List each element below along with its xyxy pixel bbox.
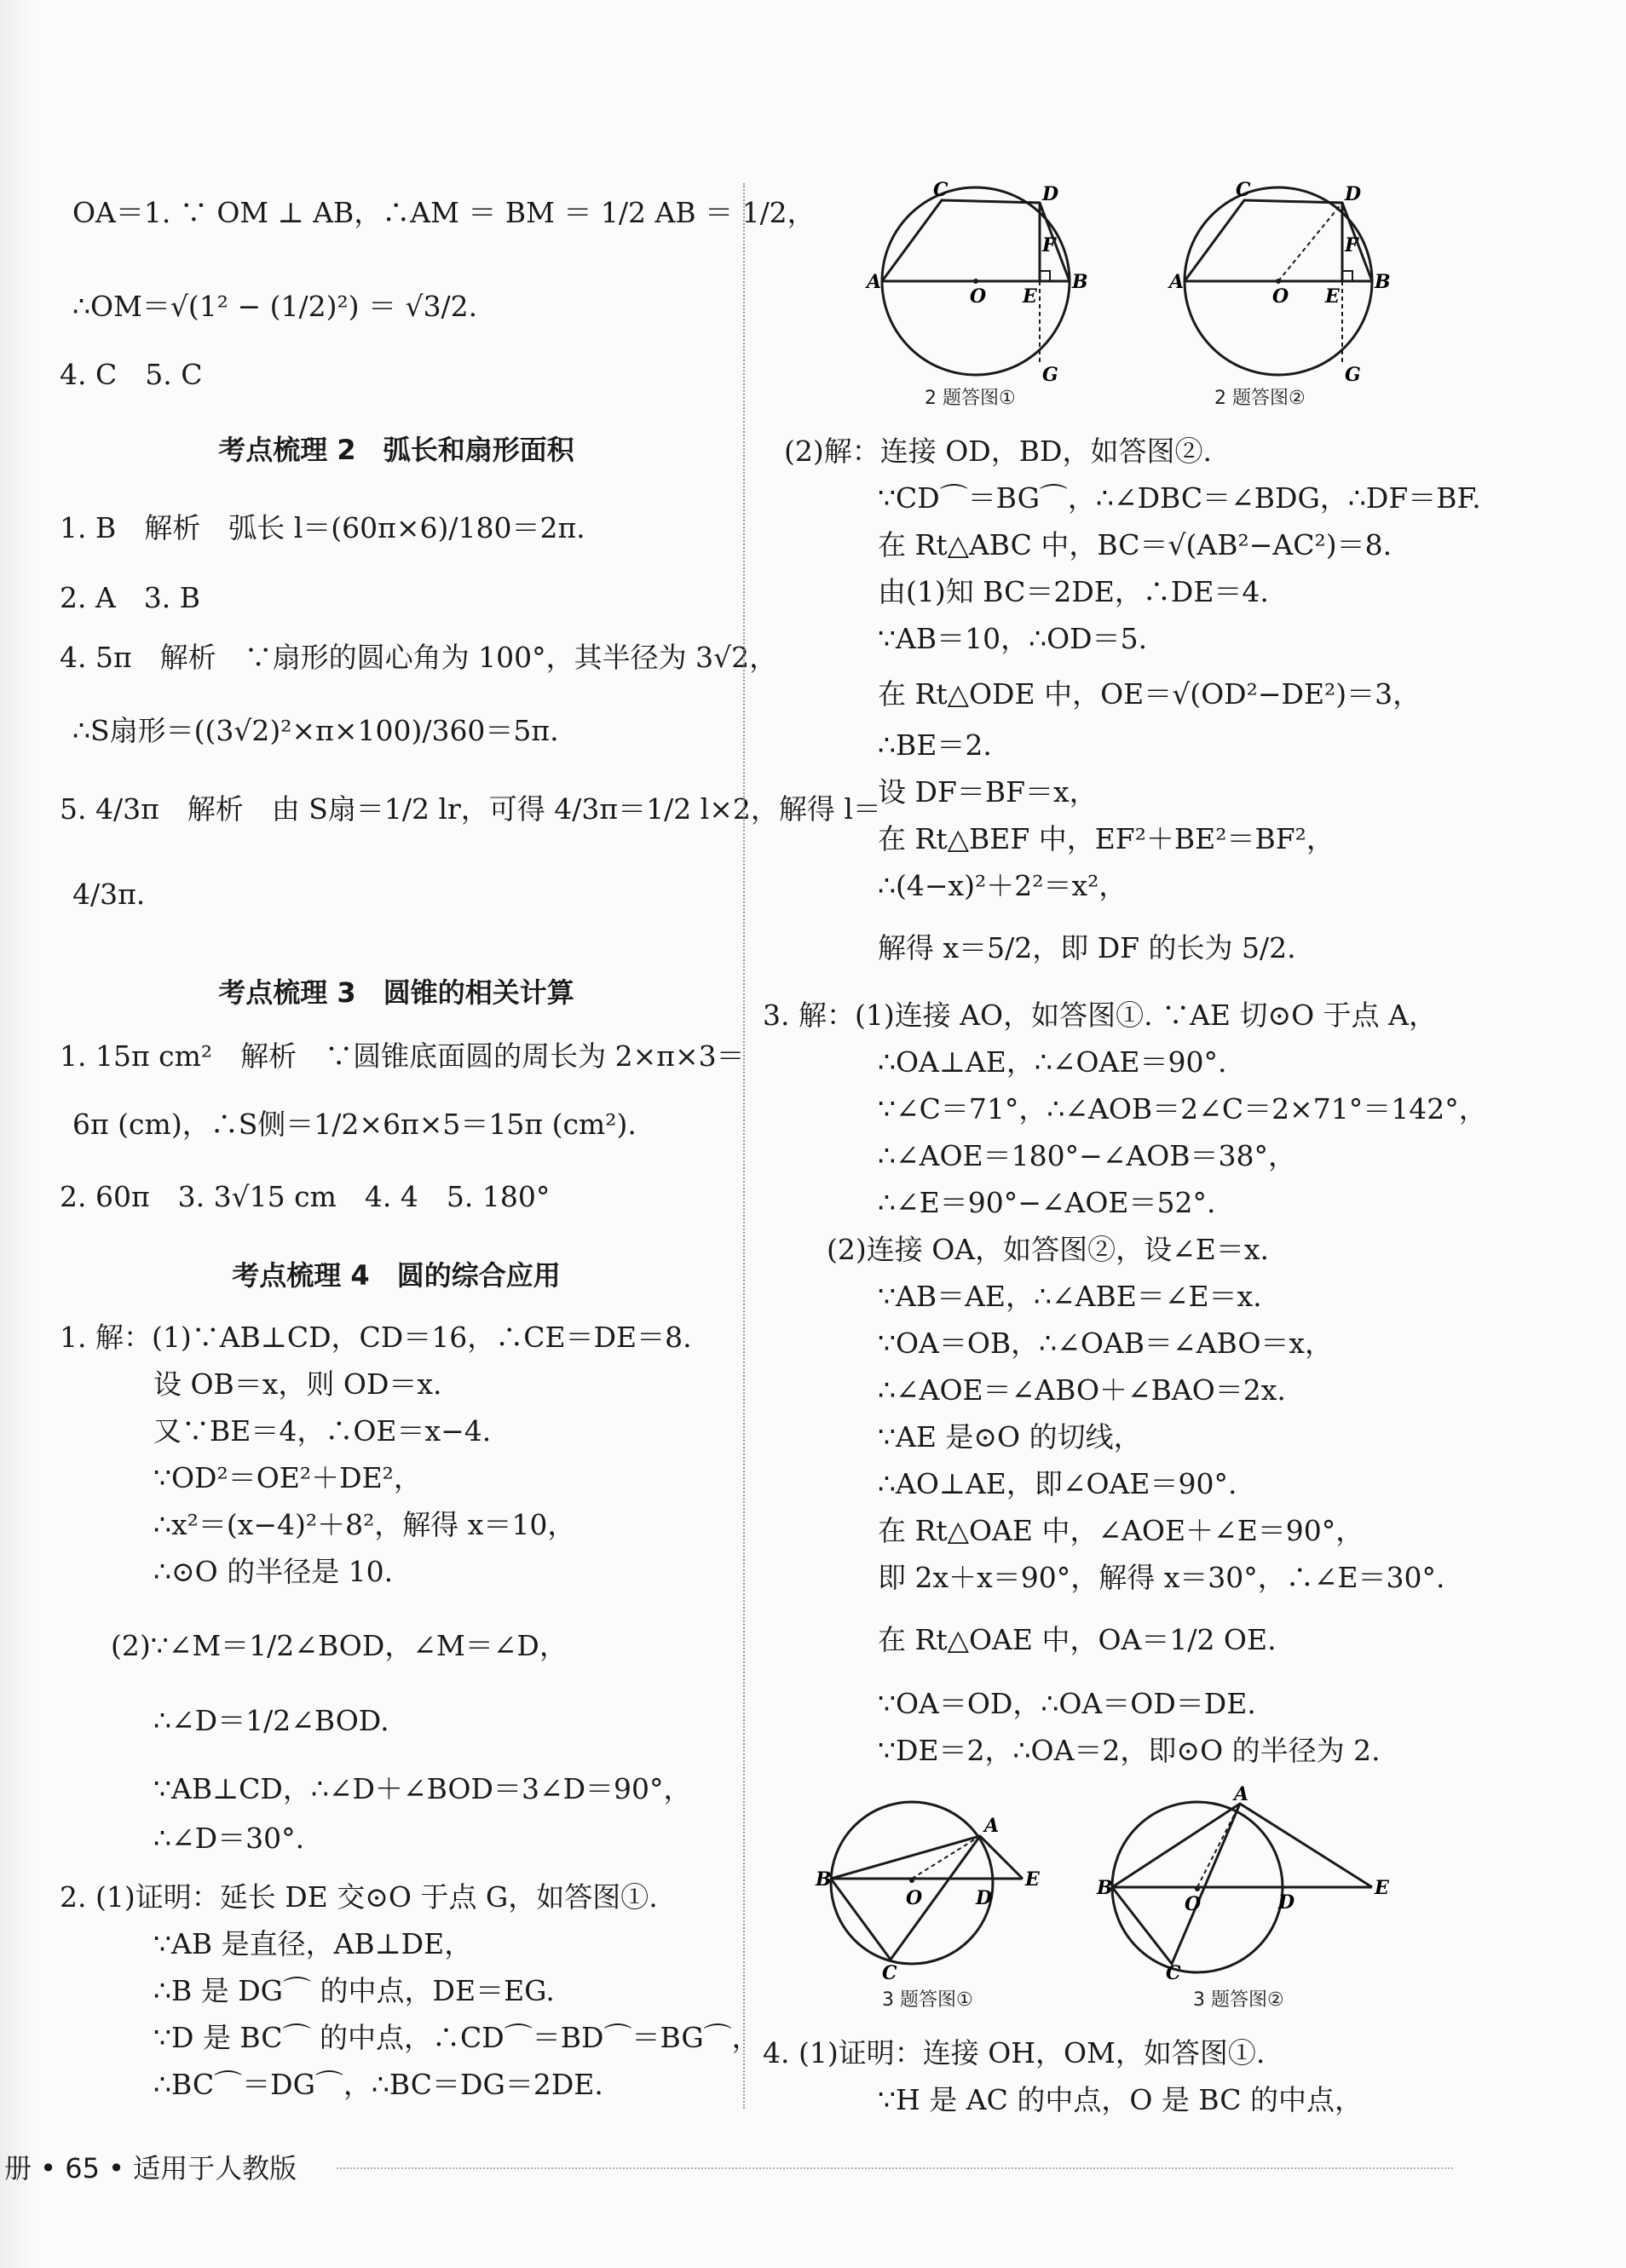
text-line: ∴BE＝2. — [878, 728, 992, 762]
figure-caption: 3 题答图① — [882, 1989, 973, 2011]
text-line: 4. (1)证明：连接 OH，OM，如答图①. — [763, 2036, 1266, 2069]
label-C: C — [1166, 1962, 1181, 1984]
text-line: 设 DF＝BF＝x， — [878, 775, 1098, 809]
text-line: ∴x²＝(x−4)²＋8²，解得 x＝10， — [153, 1508, 576, 1541]
column-divider — [743, 183, 745, 2109]
text-line: 2. (1)证明：延长 DE 交⊙O 于点 G，如答图①. — [60, 1880, 658, 1914]
text-line: ∵∠C＝71°，∴∠AOB＝2∠C＝2×71°＝142°， — [878, 1092, 1487, 1125]
text-line: ∴(4−x)²＋2²＝x²， — [878, 869, 1127, 902]
label-O: O — [1185, 1893, 1202, 1915]
label-D: D — [1278, 1891, 1295, 1914]
text-line: ∵OA＝OB，∴∠OAB＝∠ABO＝x， — [878, 1327, 1333, 1360]
text-line: 解得 x＝5/2，即 DF 的长为 5/2. — [878, 931, 1296, 964]
text-line: ∴AO⊥AE，即∠OAE＝90°. — [878, 1467, 1237, 1500]
text-line: 4/3π. — [72, 878, 146, 911]
label-A: A — [1169, 271, 1185, 293]
text-line: 1. B 解析 弧长 l＝(60π×6)/180＝2π. — [60, 511, 585, 544]
label-C: C — [1236, 179, 1251, 201]
figure-3-diagram-2 — [1097, 1783, 1406, 1984]
text-line: 在 Rt△BEF 中，EF²＋BE²＝BF²， — [878, 822, 1335, 855]
text-line: (2)∵∠M＝1/2∠BOD，∠M＝∠D， — [111, 1629, 568, 1662]
text-line: ∴∠D＝1/2∠BOD. — [153, 1704, 389, 1737]
page-edge — [0, 0, 36, 2268]
text-line: 由(1)知 BC＝2DE，∴DE＝4. — [878, 575, 1269, 608]
label-O: O — [1272, 285, 1289, 308]
figure-2-diagram-2 — [1163, 179, 1393, 386]
figure-3-diagram-1 — [816, 1785, 1048, 1984]
label-A: A — [984, 1815, 1000, 1837]
label-O: O — [970, 285, 987, 308]
text-line: ∴S扇形＝((3√2)²×π×100)/360＝5π. — [72, 714, 559, 747]
text-line: ∴OM＝√(1² − (1/2)²) ＝ √3/2. — [72, 290, 478, 323]
text-line: (2)解：连接 OD，BD，如答图②. — [784, 435, 1212, 468]
label-D: D — [1345, 183, 1362, 205]
footer-rule — [337, 2167, 1453, 2169]
figure-2-diagram-1 — [861, 179, 1091, 386]
text-line: ∵AE 是⊙O 的切线， — [878, 1420, 1142, 1453]
text-line: 1. 15π cm² 解析 ∵圆锥底面圆的周长为 2×π×3＝ — [60, 1039, 745, 1073]
text-line: ∵CD⌒＝BG⌒，∴∠DBC＝∠BDG，∴DF＝BF. — [878, 481, 1481, 515]
figure-caption: 3 题答图② — [1193, 1989, 1284, 2011]
text-line: ∵DE＝2，∴OA＝2，即⊙O 的半径为 2. — [878, 1734, 1381, 1767]
text-line: ∵AB＝10，∴OD＝5. — [878, 622, 1148, 655]
label-G: G — [1042, 364, 1058, 386]
text-line: 即 2x＋x＝90°，解得 x＝30°，∴∠E＝30°. — [878, 1561, 1445, 1594]
label-C: C — [933, 179, 948, 201]
text-line: 在 Rt△OAE 中，OA＝1/2 OE. — [878, 1623, 1277, 1656]
text-line: ∵H 是 AC 的中点，O 是 BC 的中点， — [878, 2083, 1363, 2116]
text-line: ∴BC⌒＝DG⌒，∴BC＝DG＝2DE. — [153, 2068, 603, 2101]
figure-caption: 2 题答图② — [1214, 388, 1306, 409]
label-B: B — [1375, 271, 1391, 293]
label-E: E — [1375, 1877, 1389, 1899]
label-D: D — [976, 1887, 993, 1909]
text-line: ∴B 是 DG⌒ 的中点，DE＝EG. — [153, 1974, 555, 2007]
label-A: A — [867, 271, 882, 293]
label-D: D — [1042, 183, 1059, 205]
label-E: E — [1025, 1868, 1040, 1891]
label-B: B — [1072, 271, 1088, 293]
text-line: ∴∠AOE＝∠ABO＋∠BAO＝2x. — [878, 1373, 1286, 1407]
text-line: 4. 5π 解析 ∵扇形的圆心角为 100°，其半径为 3√2， — [60, 641, 778, 674]
text-line: 2. A 3. B — [60, 581, 201, 614]
text-line: 3. 解：(1)连接 AO，如答图①. ∵AE 切⊙O 于点 A， — [763, 999, 1438, 1032]
text-line: 2. 60π 3. 3√15 cm 4. 4 5. 180° — [60, 1180, 551, 1213]
section-heading-3: 考点梳理 3 圆锥的相关计算 — [218, 976, 574, 1009]
text-line: 4. C 5. C — [60, 358, 203, 391]
text-line: 又∵BE＝4，∴OE＝x−4. — [153, 1414, 492, 1448]
text-line: ∴∠AOE＝180°−∠AOB＝38°， — [878, 1139, 1297, 1172]
text-line: 在 Rt△OAE 中，∠AOE＋∠E＝90°， — [878, 1514, 1364, 1547]
text-line: ∵AB＝AE，∴∠ABE＝∠E＝x. — [878, 1280, 1262, 1313]
label-B: B — [1097, 1877, 1113, 1899]
label-E: E — [1325, 285, 1340, 308]
label-F: F — [1042, 234, 1056, 256]
figure-caption: 2 题答图① — [925, 388, 1016, 409]
label-B: B — [816, 1868, 832, 1891]
text-line: ∵OD²＝OE²＋DE²， — [153, 1461, 422, 1494]
label-O: O — [906, 1887, 923, 1909]
text-line: (2)连接 OA，如答图②，设∠E＝x. — [827, 1233, 1269, 1266]
text-line: OA＝1. ∵ OM ⊥ AB，∴AM ＝ BM ＝ 1/2 AB ＝ 1/2， — [72, 196, 816, 229]
text-line: ∵AB 是直径，AB⊥DE， — [153, 1927, 473, 1960]
section-heading-2: 考点梳理 2 弧长和扇形面积 — [218, 434, 574, 466]
label-C: C — [882, 1962, 897, 1984]
label-A: A — [1234, 1783, 1249, 1805]
text-line: 6π (cm)，∴S侧＝1/2×6π×5＝15π (cm²). — [72, 1108, 637, 1141]
text-line: ∴OA⊥AE，∴∠OAE＝90°. — [878, 1045, 1227, 1079]
page-footer: 册 • 65 • 适用于人教版 — [4, 2152, 297, 2185]
text-line: ∵AB⊥CD，∴∠D＋∠BOD＝3∠D＝90°， — [153, 1772, 692, 1805]
label-F: F — [1345, 234, 1358, 256]
text-line: 1. 解：(1)∵AB⊥CD，CD＝16，∴CE＝DE＝8. — [60, 1321, 692, 1354]
text-line: ∴∠E＝90°−∠AOE＝52°. — [878, 1186, 1216, 1219]
label-G: G — [1345, 364, 1361, 386]
text-line: ∴∠D＝30°. — [153, 1822, 305, 1855]
text-line: ∴⊙O 的半径是 10. — [153, 1555, 394, 1588]
text-line: 设 OB＝x，则 OD＝x. — [153, 1367, 442, 1401]
text-line: ∵OA＝OD，∴OA＝OD＝DE. — [878, 1687, 1256, 1720]
text-line: ∵D 是 BC⌒ 的中点，∴CD⌒＝BD⌒＝BG⌒， — [153, 2021, 760, 2054]
section-heading-4: 考点梳理 4 圆的综合应用 — [232, 1259, 561, 1292]
text-line: 5. 4/3π 解析 由 S扇＝1/2 lr，可得 4/3π＝1/2 l×2，解得 l＝ — [60, 792, 881, 826]
label-E: E — [1023, 285, 1037, 308]
text-line: 在 Rt△ABC 中，BC＝√(AB²−AC²)＝8. — [878, 528, 1392, 561]
text-line: 在 Rt△ODE 中，OE＝√(OD²−DE²)＝3， — [878, 677, 1421, 711]
